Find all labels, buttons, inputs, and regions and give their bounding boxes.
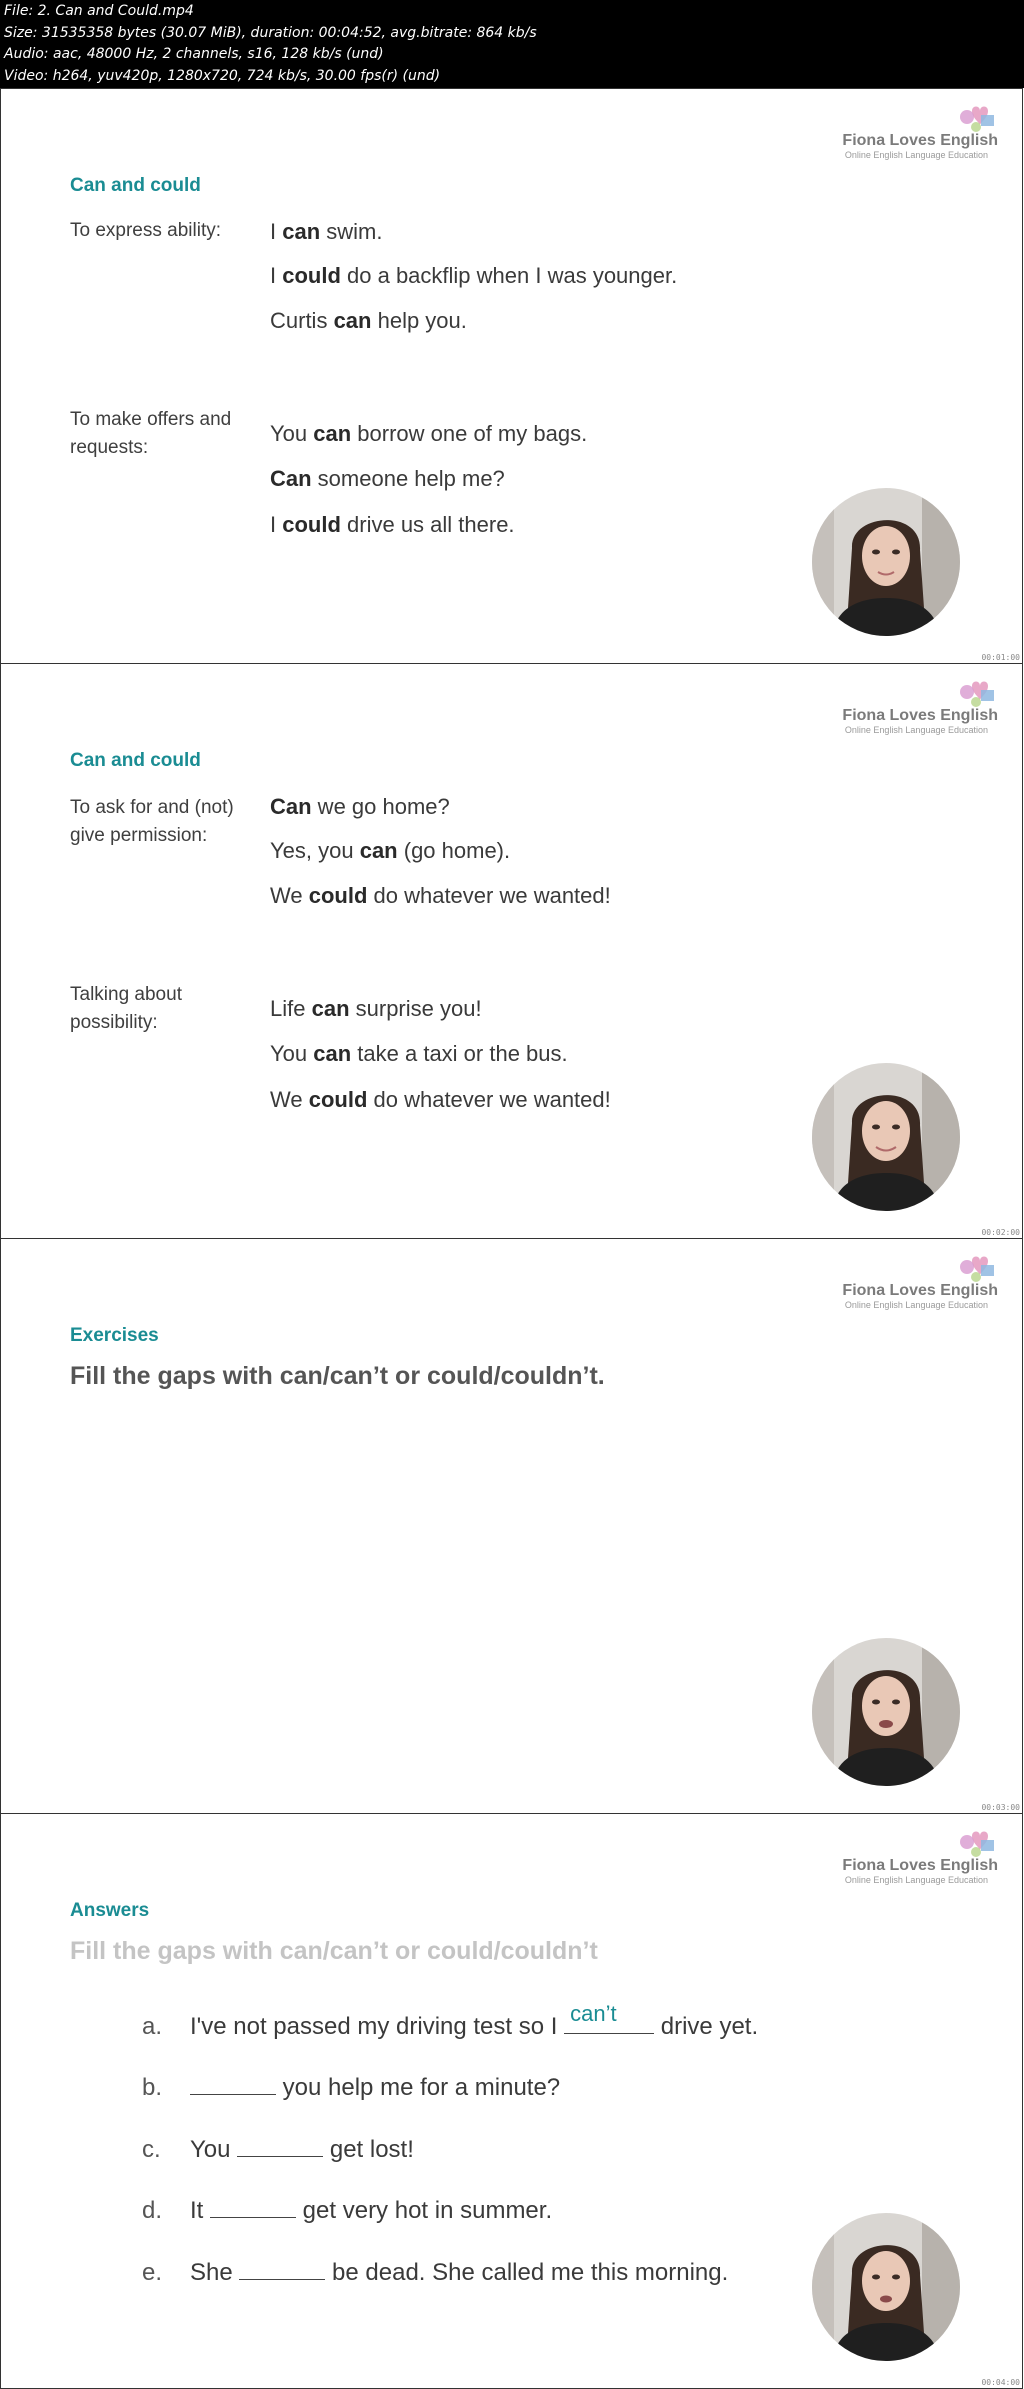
exercise-item: c. You get lost!: [142, 2136, 414, 2163]
brand-tagline: Online English Language Education: [844, 1300, 988, 1310]
exercise-item: d. It get very hot in summer.: [142, 2197, 553, 2224]
brand-tagline: Online English Language Education: [844, 1875, 988, 1885]
brand-name: Fiona Loves English: [842, 1282, 998, 1299]
slide-title: Can and could: [70, 175, 201, 196]
usage-label: To express ability:: [70, 220, 222, 241]
usage-label: Talking about possibility:: [70, 984, 182, 1033]
slide-title: Answers: [70, 1900, 150, 1921]
video-info-header: [0, 0, 1024, 88]
gap-blank: [237, 2134, 323, 2157]
gap-blank: [210, 2195, 296, 2218]
brand-name: Fiona Loves English: [842, 132, 998, 149]
example-sentence: You can borrow one of my bags.: [270, 421, 588, 446]
exercise-item: a. I've not passed my driving test so I can’t drive yet.: [142, 2001, 759, 2040]
example-sentence: Can someone help me?: [270, 466, 505, 491]
presenter-avatar-icon: [812, 1063, 960, 1211]
example-sentence: I could drive us all there.: [270, 512, 515, 537]
gap-blank: [190, 2072, 276, 2095]
example-sentence: Can we go home?: [270, 794, 450, 819]
example-sentence: Yes, you can (go home).: [270, 838, 511, 863]
slide-frame-1: [0, 88, 1023, 664]
slide-frame-3: [0, 1238, 1023, 1814]
brand-tagline: Online English Language Education: [844, 150, 988, 160]
example-sentence: Life can surprise you!: [270, 996, 482, 1021]
timestamp: 00:03:00: [981, 1803, 1020, 1812]
audio-line: Audio: aac, 48000 Hz, 2 channels, s16, 128 kb/s (und): [4, 46, 384, 62]
gap-blank: [564, 2001, 654, 2034]
usage-label: To make offers and requests:: [70, 409, 232, 458]
timestamp: 00:04:00: [981, 2378, 1020, 2387]
presenter-avatar-icon: [812, 488, 960, 636]
exercise-item: b. you help me for a minute?: [142, 2074, 561, 2101]
brand-logo: [838, 1253, 998, 1310]
slide-title: Exercises: [70, 1325, 159, 1346]
slide-frame-4: [0, 1813, 1023, 2389]
slide-frame-2: [0, 663, 1023, 1239]
example-sentence: We could do whatever we wanted!: [270, 1087, 611, 1112]
gap-answer: can’t: [570, 2001, 617, 2026]
brand-logo: [838, 103, 998, 160]
example-sentence: We could do whatever we wanted!: [270, 883, 611, 908]
slide-title: Can and could: [70, 750, 201, 771]
brand-name: Fiona Loves English: [842, 707, 998, 724]
example-sentence: I can swim.: [270, 219, 383, 244]
timestamp: 00:01:00: [981, 653, 1020, 662]
brand-name: Fiona Loves English: [842, 1857, 998, 1874]
exercise-item: e. She be dead. She called me this morning.: [142, 2259, 729, 2286]
brand-logo: [838, 678, 998, 735]
example-sentence: Curtis can help you.: [270, 308, 467, 333]
usage-label: To ask for and (not) give permission:: [70, 797, 234, 846]
example-sentence: I could do a backflip when I was younger.: [270, 263, 678, 288]
gap-blank: [239, 2257, 325, 2280]
brand-tagline: Online English Language Education: [844, 725, 988, 735]
exercise-instruction: Fill the gaps with can/can’t or could/couldn’t: [70, 1937, 598, 1965]
brand-logo: [838, 1828, 998, 1885]
presenter-avatar-icon: [812, 1638, 960, 1786]
exercise-instruction: Fill the gaps with can/can’t or could/couldn’t.: [70, 1362, 605, 1390]
file-line: File: 2. Can and Could.mp4: [4, 3, 194, 19]
video-line: Video: h264, yuv420p, 1280x720, 724 kb/s, 30.00 fps(r) (und): [4, 67, 441, 84]
example-sentence: You can take a taxi or the bus.: [270, 1041, 568, 1066]
size-line: Size: 31535358 bytes (30.07 MiB), duration: 00:04:52, avg.bitrate: 864 kb/s: [4, 24, 537, 41]
presenter-avatar-icon: [812, 2213, 960, 2361]
timestamp: 00:02:00: [981, 1228, 1020, 1237]
